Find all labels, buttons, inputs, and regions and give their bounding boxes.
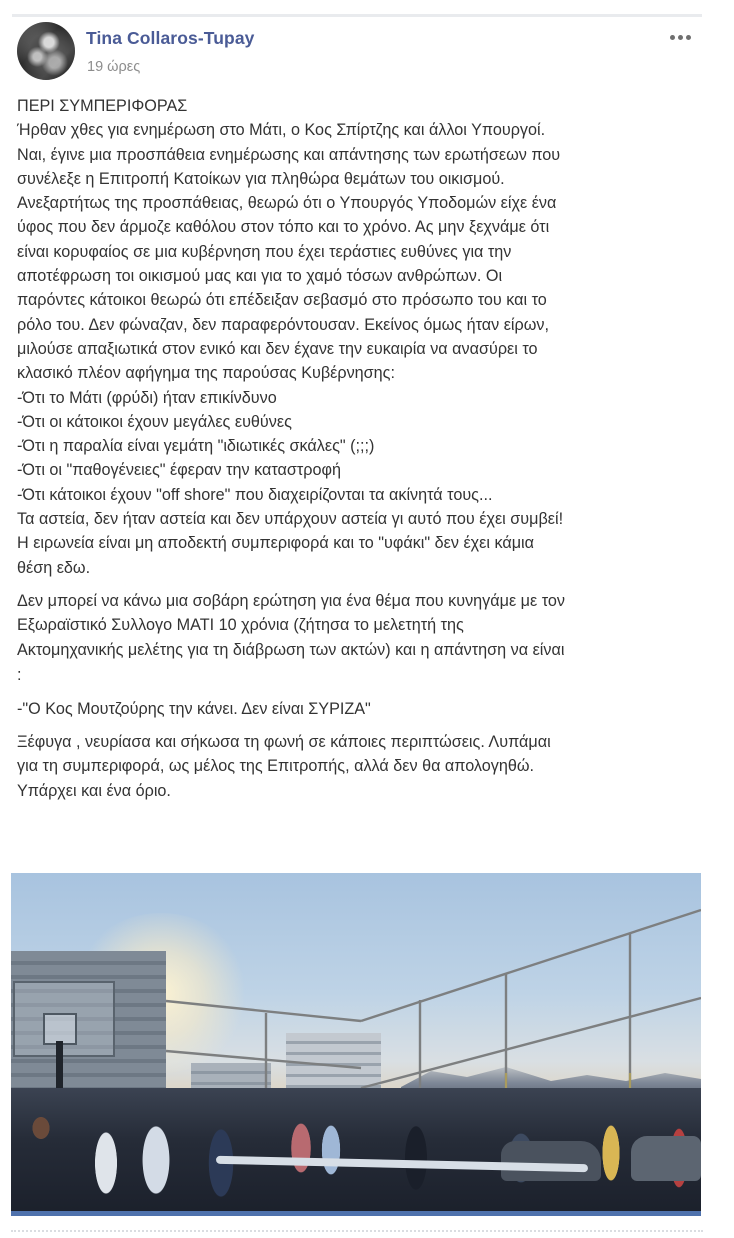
post-text-line: συνέλεξε η Επιτροπή Κατοίκων για πληθώρα θεμάτων του οικισμού. [17, 169, 505, 188]
post-text-line: Ξέφυγα , νευρίασα και σήκωσα τη φωνή σε κάποιες περιπτώσεις. Λυπάμαι [17, 733, 551, 752]
post-photo[interactable] [11, 873, 701, 1216]
post-list-item: -Ότι η παραλία είναι γεμάτη "ιδιωτικές σκάλες" (;;;) [17, 437, 375, 456]
more-options-dots-icon [678, 35, 683, 40]
post-text-line: Δεν μπορεί να κάνω μια σοβάρη ερώτηση για ένα θέμα που κυνηγάμε με τον [17, 591, 565, 610]
photo-car [501, 1141, 601, 1181]
post-text-line: είναι κορυφαίος σε μια κυβέρνηση που έχει τεράστιες ευθύνες για την [17, 242, 512, 261]
post-list-item: -Ότι οι "παθογένειες" έφεραν την καταστροφή [17, 461, 341, 480]
post-text-line: παρόντες κάτοικοι θεωρώ ότι επέδειξαν σεβασμό στο πρόσωπο του και το [17, 291, 547, 310]
post-text-line: Τα αστεία, δεν ήταν αστεία και δεν υπάρχουν αστεία γι αυτό που έχει συμβεί! [17, 510, 564, 529]
more-options-dots-icon [670, 35, 675, 40]
post-paragraph-4 [17, 730, 707, 803]
photo-accent-bar [11, 1211, 701, 1216]
photo-car [631, 1136, 701, 1181]
post-paragraph-1 [17, 94, 707, 580]
post-list-item: -Ότι κάτοικοι έχουν "off shore" που διαχειρίζονται τα ακίνητά τους... [17, 485, 493, 504]
post-text-line: : [17, 665, 22, 684]
post-text-line: Η ειρωνεία είναι μη αποδεκτή συμπεριφορά και το "υφάκι" δεν έχει κάμια [17, 534, 535, 553]
post-text [17, 94, 707, 812]
post-text-line: Ήρθαν χθες για ενημέρωση στο Μάτι, ο Κος Σπίρτζης και άλλοι Υπουργοί. [17, 121, 546, 140]
post-text-line: θέση εδω. [17, 558, 91, 577]
more-options-dots-icon [686, 35, 691, 40]
post-list-item: -Ότι το Μάτι (φρύδι) ήταν επικίνδυνο [17, 388, 277, 407]
author-avatar[interactable] [17, 22, 75, 80]
post-text-line: Ναι, έγινε μια προσπάθεια ενημέρωσης και απάντησης των ερωτήσεων που [17, 145, 561, 164]
bottom-divider [11, 1230, 703, 1232]
post-text-line: Ανεξαρτήτως της προσπάθειας, θεωρώ ότι ο Υπουργός Υποδομών είχε ένα [17, 194, 557, 213]
post-text-line: ρόλο του. Δεν φώναζαν, δεν παραφερόντουσαν. Εκείνος όμως ήταν είρων, [17, 315, 549, 334]
more-options-button[interactable] [664, 28, 696, 46]
post-timestamp[interactable]: 19 ώρες [87, 59, 141, 75]
author-name-link[interactable]: Tina Collaros-Tupay [86, 28, 255, 48]
post-text-line: κλασικό πλέον αφήγημα της παρούσας Κυβέρνησης: [17, 364, 395, 383]
post-text-line: Εξωραϊστικό Συλλογο ΜΑΤΙ 10 χρόνια (ζήτησα το μελετητή της [17, 616, 464, 635]
post-title-line: ΠΕΡΙ ΣΥΜΠΕΡΙΦΟΡΑΣ [17, 97, 188, 115]
post-text-line: Υπάρχει και ένα όριο. [17, 781, 171, 800]
post-quote-line: -"Ο Κος Μουτζούρης την κάνει. Δεν είναι ΣΥΡΙΖΑ" [17, 699, 371, 718]
post-text-line: ύφος που δεν άρμοζε καθόλου στον τόπο και το χρόνο. Ας μην ξεχνάμε ότι [17, 218, 550, 237]
post-list-item: -Ότι οι κάτοικοι έχουν μεγάλες ευθύνες [17, 412, 292, 431]
post-text-line: αποτέφρωση τοι οικισμού μας και για το χαμό τόσων ανθρώπων. Οι [17, 267, 503, 286]
post-text-line: για τη συμπεριφορά, ως μέλος της Επιτροπής, αλλά δεν θα απολογηθώ. [17, 757, 535, 776]
top-divider [12, 14, 702, 17]
post-text-line: μιλούσε απαξιωτικά στον ενικό και δεν έχανε την ευκαιρία να ανασύρει το [17, 339, 538, 358]
post-text-line: Ακτομηχανικής μελέτης για τη διάβρωση των ακτών) και η απάντηση να είναι [17, 640, 565, 659]
post-paragraph-2 [17, 589, 707, 688]
post-paragraph-3 [17, 697, 707, 721]
